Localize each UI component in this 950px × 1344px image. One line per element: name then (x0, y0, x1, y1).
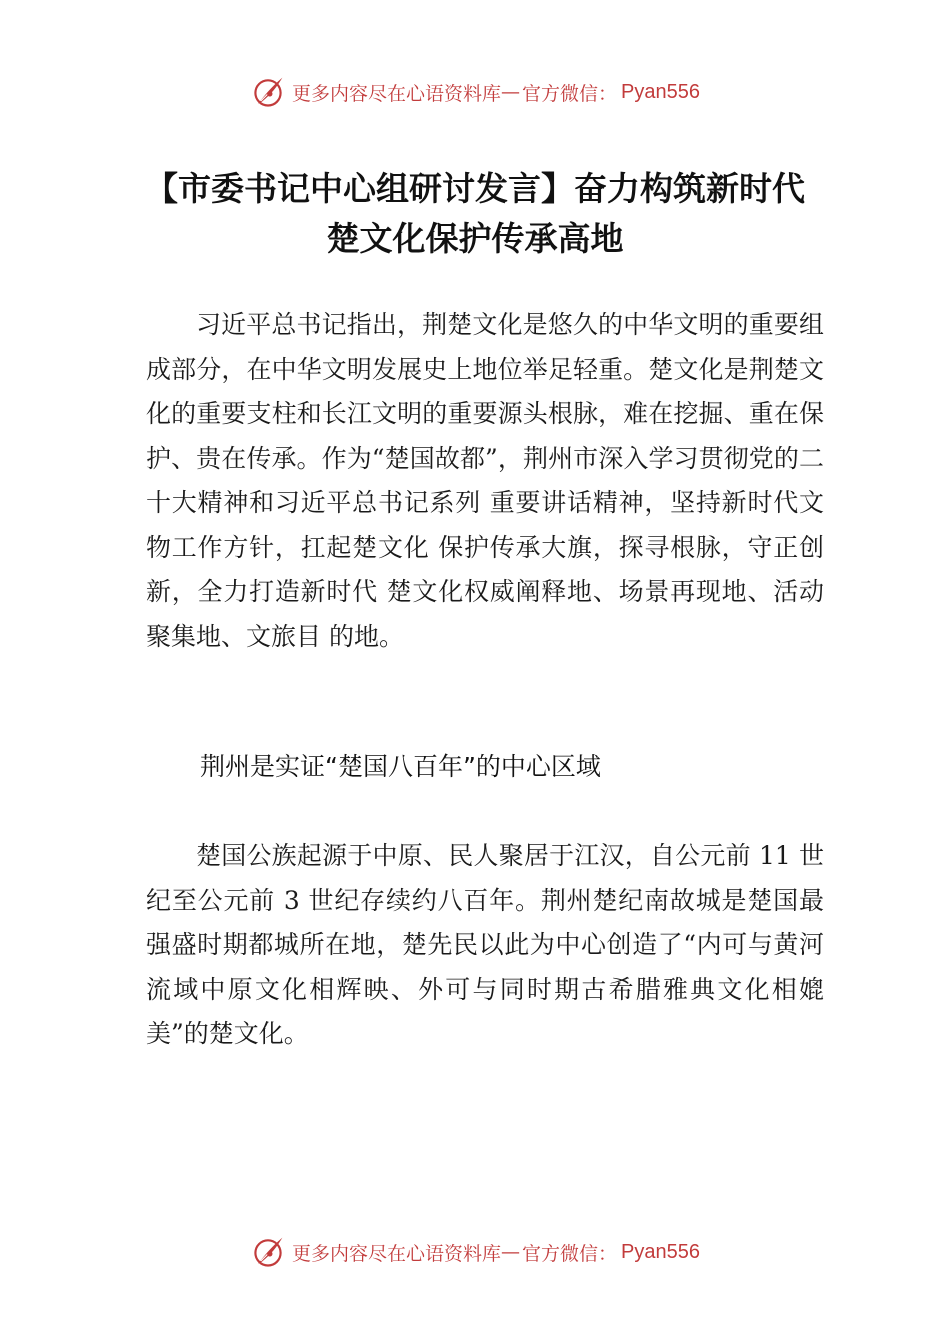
banner-wechat-label: 官方微信： (522, 82, 618, 105)
body-paragraph-1: 习近平总书记指出，荆楚文化是悠久的中华文明的重要组成部分，在中华文明发展史上地位举足轻重。楚文化是荆楚文化的重要支柱和长江文明的重要源头根脉，难在挖掘、重在保护、贵在传承。作为“楚国故都”，荆州市深入学习贯彻党的二十大精神和习近平总书记系列 重要讲话精神，坚持新时代文物工作方针，扛起楚文化 保护传承大旗，探寻根脉，守正创新，全力打造新时代 楚文化权威阐释地、场景再现地、活动聚集地、文旅目 的地。 (146, 310, 824, 651)
body-paragraph-2: 楚国公族起源于中原、民人聚居于江汉，自公元前 11 世纪至公元前 3 世纪存续约八百年。荆州楚纪南故城是楚国最强盛时期都城所在地，楚先民以此为中心创造了“内可与黄河流域中原文化相辉映、外可与同时期古希腊雅典文化相媲美”的楚文化。 (146, 841, 824, 1048)
quill-logo-icon (250, 1234, 286, 1270)
section-heading: 荆州是实证“楚国八百年”的中心区域 (200, 752, 601, 781)
banner-wechat-id: Pyan556 (621, 80, 700, 103)
footer-banner (0, 1232, 950, 1272)
banner-text: 更多内容尽在心语资料库 (292, 1242, 502, 1265)
banner-text: 更多内容尽在心语资料库 (292, 82, 502, 105)
banner-wechat-id: Pyan556 (621, 1240, 700, 1263)
page-title: 【市委书记中心组研讨发言】奋力构筑新时代楚文化保护传承高地 (145, 169, 805, 258)
banner-wechat-label: 官方微信： (522, 1242, 618, 1265)
header-banner (0, 72, 950, 112)
quill-logo-icon (250, 74, 286, 110)
banner-separator: — (501, 1241, 521, 1263)
banner-separator: — (501, 81, 521, 103)
